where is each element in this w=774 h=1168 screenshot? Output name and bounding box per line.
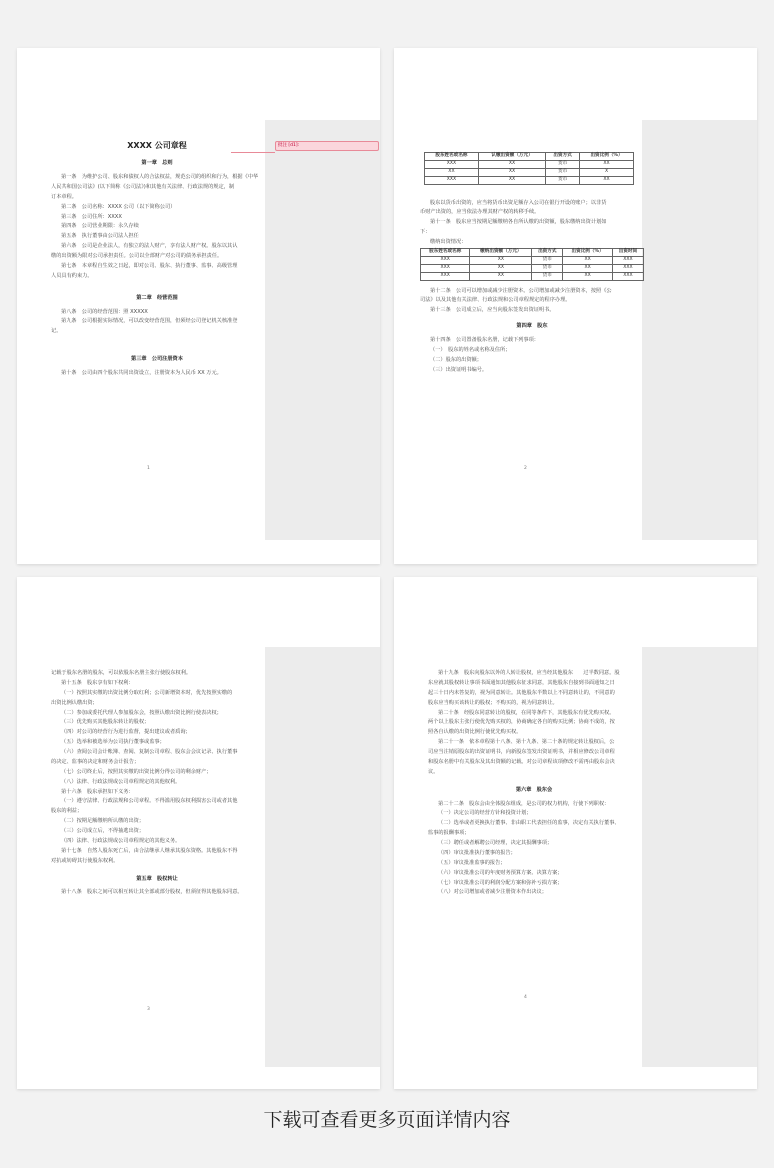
article-line: 第一条 为维护公司、股东和债权人的合法权益，规范公司的组织和行为，根据《中华 — [61, 174, 259, 181]
article-line: 第八条 公司的经营范围：照 XXXXX — [61, 308, 148, 315]
article-line: 第十八条 股东之间可以相互转让其全部或部分股权，但须征得其他股东同意。 — [61, 889, 243, 896]
article-line: 人民共和国公司法》(以下简称《公司法》)和其他有关法律、行政法规的规定，制 — [51, 183, 235, 190]
comment-margin — [265, 120, 380, 540]
comment-margin — [265, 647, 380, 1067]
table-row — [421, 264, 644, 272]
article-line: 第五条 执行董事由公司法人担任 — [61, 233, 139, 240]
table-cell: XX — [580, 160, 634, 168]
article-line: 第十条 公司由四个股东共同出资设立，注册资本为人民币 XX 万元。 — [61, 370, 222, 377]
article-line: 股东的利益； — [51, 808, 83, 815]
article-line: 下： — [420, 229, 431, 236]
list-item: （五）审议批准监事的报告； — [438, 859, 506, 866]
article-line: 记。 — [51, 328, 62, 335]
table-cell: XX — [580, 176, 634, 184]
article-line: 股东应当购买该转让的股权；不购买的，视为同意转让。 — [428, 699, 558, 706]
table-cell: XXX — [425, 176, 479, 184]
article-line: 第四条 公司营业期限：永久存续 — [61, 223, 139, 230]
article-line: 第二十二条 股东会由全体股东组成，是公司的权力机构，行使下列职权： — [438, 800, 610, 807]
table-cell: XXX — [421, 264, 470, 272]
table-cell: XX — [425, 168, 479, 176]
page-number: 4 — [524, 995, 527, 1000]
comment-margin — [642, 120, 757, 540]
table-cell: XXX — [612, 264, 643, 272]
article-line: 司法》以及其他有关法律、行政法规和公司章程规定的程序办理。 — [420, 297, 571, 304]
download-more-caption: 下载可查看更多页面详情内容 — [263, 1109, 511, 1131]
chapter-heading: 第一章 总则 — [141, 160, 173, 167]
article-line: （七）公司终止后，按照其实缴的出资比例分得公司的剩余财产； — [61, 768, 212, 775]
table-cell: XX — [470, 272, 532, 280]
article-line: 东应就其股权转让事项书面通知其他股东征求同意，其他股东自接到书面通知之日 — [428, 679, 615, 686]
article-line: 第十六条 股东承担如下义务： — [61, 788, 134, 795]
chapter-heading: 第六章 股东会 — [515, 786, 553, 793]
page-number: 3 — [147, 1007, 150, 1012]
table-cell: XX — [470, 256, 532, 264]
article-line: 第六条 公司是企业法人，有独立的法人财产，享有法人财产权。股东以其认 — [61, 243, 238, 250]
list-item: （二）股东的出资额； — [430, 356, 482, 363]
table-header: 缴纳出资额（万元） — [470, 248, 532, 256]
table-cell: XXX — [612, 272, 643, 280]
table-cell: XX — [478, 176, 545, 184]
table-header: 出资时间 — [612, 248, 643, 256]
table-cell: XXX — [425, 160, 479, 168]
article-line: 两个以上股东主张行使优先购买权的，协商确定各自的购买比例；协商不成的，按 — [428, 719, 615, 726]
article-line: （五）选举和被选举为公司执行董事或监事； — [61, 739, 165, 746]
article-line: 第十七条 自然人股东死亡后，由合法继承人继承其股东资格。其他股东不得 — [61, 847, 238, 854]
table-header: 股东姓名或名称 — [421, 248, 470, 256]
comment-balloon[interactable]: 批注 [d1]: — [275, 141, 379, 151]
article-line: （三）优先购买其他股东转让的股权； — [61, 719, 150, 726]
table-header: 出资比例（%） — [563, 248, 612, 256]
list-item: （八）对公司增加或者减少注册资本作出决议； — [438, 889, 547, 896]
list-item: （一）决定公司的经营方针和投资计划； — [438, 810, 532, 817]
table-cell: 货币 — [546, 176, 580, 184]
article-line: 第十九条 股东向股东以外的人转让股权，应当经其他股东 过半数同意。股 — [438, 670, 620, 676]
list-item: （四）审议批准执行董事的报告； — [438, 849, 516, 856]
page-1-body — [51, 138, 263, 379]
paragraph-line: 股东以货币出资的，应当将货币出资足额存入公司在银行开设的账户；以非货 — [430, 199, 607, 206]
table-cell: 货币 — [532, 256, 563, 264]
chapter-heading: 第五章 股权转让 — [136, 875, 178, 882]
table-cell: XX — [478, 168, 545, 176]
document-page-2 — [394, 48, 757, 564]
article-line: 第二条 公司名称：XXXX 公司（以下简称公司） — [61, 203, 176, 210]
table-header: 出资方式 — [546, 153, 580, 161]
list-item: （三）出资证明书编号。 — [430, 366, 488, 373]
chapter-heading: 第三章 公司注册资本 — [131, 356, 183, 363]
table-header: 认缴出资额（万元） — [478, 153, 545, 161]
document-page-3 — [17, 577, 380, 1089]
article-line: 议。 — [428, 768, 439, 775]
page-3-body — [51, 669, 263, 898]
article-line: 人员具有约束力。 — [51, 272, 93, 279]
table-cell: XX — [563, 256, 612, 264]
article-line: 第十五条 股东享有如下权利： — [61, 679, 134, 686]
article-line: 第九条 公司根据实际情况，可以改变经营范围，但须经公司登记机关核准登 — [61, 318, 238, 325]
table-cell: XXX — [612, 256, 643, 264]
article-line: （二）参加或委托代理人参加股东会，按照认缴出资比例行使表决权； — [61, 709, 222, 716]
table-cell: XXX — [421, 272, 470, 280]
article-line: 对抗或妨碍其行使股东权利。 — [51, 857, 119, 864]
article-line: 第十四条 公司置备股东名册，记载下列事项： — [430, 337, 539, 343]
list-item: （六）审议批准公司的年度财务预算方案、决算方案； — [438, 869, 563, 876]
table-cell: XX — [478, 160, 545, 168]
article-line: 第十三条 公司成立后，应当向股东签发出资证明书。 — [430, 307, 555, 314]
document-title: XXXX 公司章程 — [127, 141, 187, 150]
table-header: 出资比例（%） — [580, 153, 634, 161]
table-row — [425, 160, 634, 168]
article-line: 缴的出资额为限对公司承担责任。公司以全部财产对公司的债务承担责任。 — [51, 253, 223, 260]
chapter-heading: 第二章 经营范围 — [136, 294, 178, 301]
paragraph-line: 币财产出资的，应当依法办理其财产权的转移手续。 — [420, 209, 540, 216]
article-line: （四）对公司的经营行为进行监督，提出建议或者质询； — [61, 729, 191, 736]
table-header: 出资方式 — [532, 248, 563, 256]
article-line: 第二十条 经股东同意转让的股权，在同等条件下，其他股东有优先购买权。 — [438, 709, 615, 716]
list-item: 监事的报酬事项； — [428, 830, 470, 837]
page-number: 2 — [524, 466, 527, 471]
capital-table — [424, 152, 634, 185]
table-cell: 货币 — [546, 160, 580, 168]
page-number: 1 — [147, 466, 150, 471]
document-page-1 — [17, 48, 380, 564]
comment-margin — [642, 647, 757, 1067]
article-line: 出资比例认缴出资； — [51, 699, 98, 706]
chapter-heading: 第四章 股东 — [516, 323, 548, 330]
article-line: （三）公司成立后，不得抽逃出资； — [61, 828, 145, 834]
article-line: （四）法律、行政法规或公司章程规定的其他义务。 — [61, 837, 181, 844]
table-cell: XXX — [421, 256, 470, 264]
payment-table — [420, 248, 644, 281]
table-row — [421, 272, 644, 280]
article-line: 第七条 本章程自生效之日起，即对公司、股东、执行董事、监事、高级管理 — [61, 262, 238, 269]
table-cell: 货币 — [546, 168, 580, 176]
table-row — [425, 176, 634, 184]
table-header: 股东姓名或名称 — [425, 153, 479, 161]
article-line: （六）查阅公司会计帐簿、查阅、复制公司章程、股东会会议记录、执行董事 — [61, 749, 238, 755]
article-line: （一）按照其实缴的出资比例分取红利；公司新增资本时，优先按照实缴的 — [61, 689, 233, 696]
article-line: 第二十一条 依本章程第十八条、第十九条、第二十条的规定转让股权后，公 — [438, 739, 615, 746]
table-cell: XX — [563, 272, 612, 280]
table-cell: X — [580, 168, 634, 176]
article-line: 第三条 公司住所：XXXX — [61, 213, 122, 220]
list-item: （一） 股东的姓名或名称及住所； — [430, 346, 511, 353]
article-line: 第十一条 股东应当按期足额缴纳各自所认缴的出资额，股东缴纳出资计划如 — [430, 219, 607, 226]
article-line: 第十二条 公司可以增加或减少注册资本。公司增加或减少注册资本，按照《公 — [430, 287, 612, 294]
page-2-body — [420, 152, 644, 376]
article-line: 司应当注销原股东的出资证明书，向新股东签发出资证明书，并相应修改公司章程 — [428, 749, 615, 755]
list-item: （三）聘任或者解聘公司经理，决定其报酬事项； — [438, 840, 553, 846]
list-item: （二）选举或者更换执行董事、非由职工代表担任的监事，决定有关执行董事、 — [438, 820, 620, 827]
article-line: （一）遵守法律、行政法规和公司章程。不得滥用股东权利损害公司或者其他 — [61, 798, 238, 805]
table-row — [421, 256, 644, 264]
table-row — [425, 168, 634, 176]
document-page-4 — [394, 577, 757, 1089]
article-line: 的决定、监事的决定和财务会计报告； — [51, 758, 140, 765]
table-cell: 货币 — [532, 264, 563, 272]
table-cell: XX — [470, 264, 532, 272]
article-line: 和股东名册中有关股东及其出资额的记载。对公司章程该项修改不需再由股东会决 — [428, 758, 615, 765]
article-line: 订本章程。 — [51, 193, 77, 200]
article-line: （八）法律、行政法规或公司章程规定的其他权利。 — [61, 778, 181, 785]
article-line: 起三十日内未答复的，视为同意转让。其他股东半数以上不同意转让的，不同意的 — [428, 689, 615, 696]
page-4-body — [428, 669, 640, 898]
article-line: （二）按期足额缴纳所认缴的出资； — [61, 818, 145, 825]
paragraph-line: 缴纳出资情况： — [430, 239, 467, 246]
list-item: （七）审议批准公司的利润分配方案和弥补亏损方案； — [438, 879, 563, 886]
table-cell: XX — [563, 264, 612, 272]
table-cell: 货币 — [532, 272, 563, 280]
article-line: 记载于股东名册的股东，可以依股东名册主张行使股东权利。 — [51, 670, 192, 676]
article-line: 照各自认缴的出资比例行使优先购买权。 — [428, 729, 522, 736]
